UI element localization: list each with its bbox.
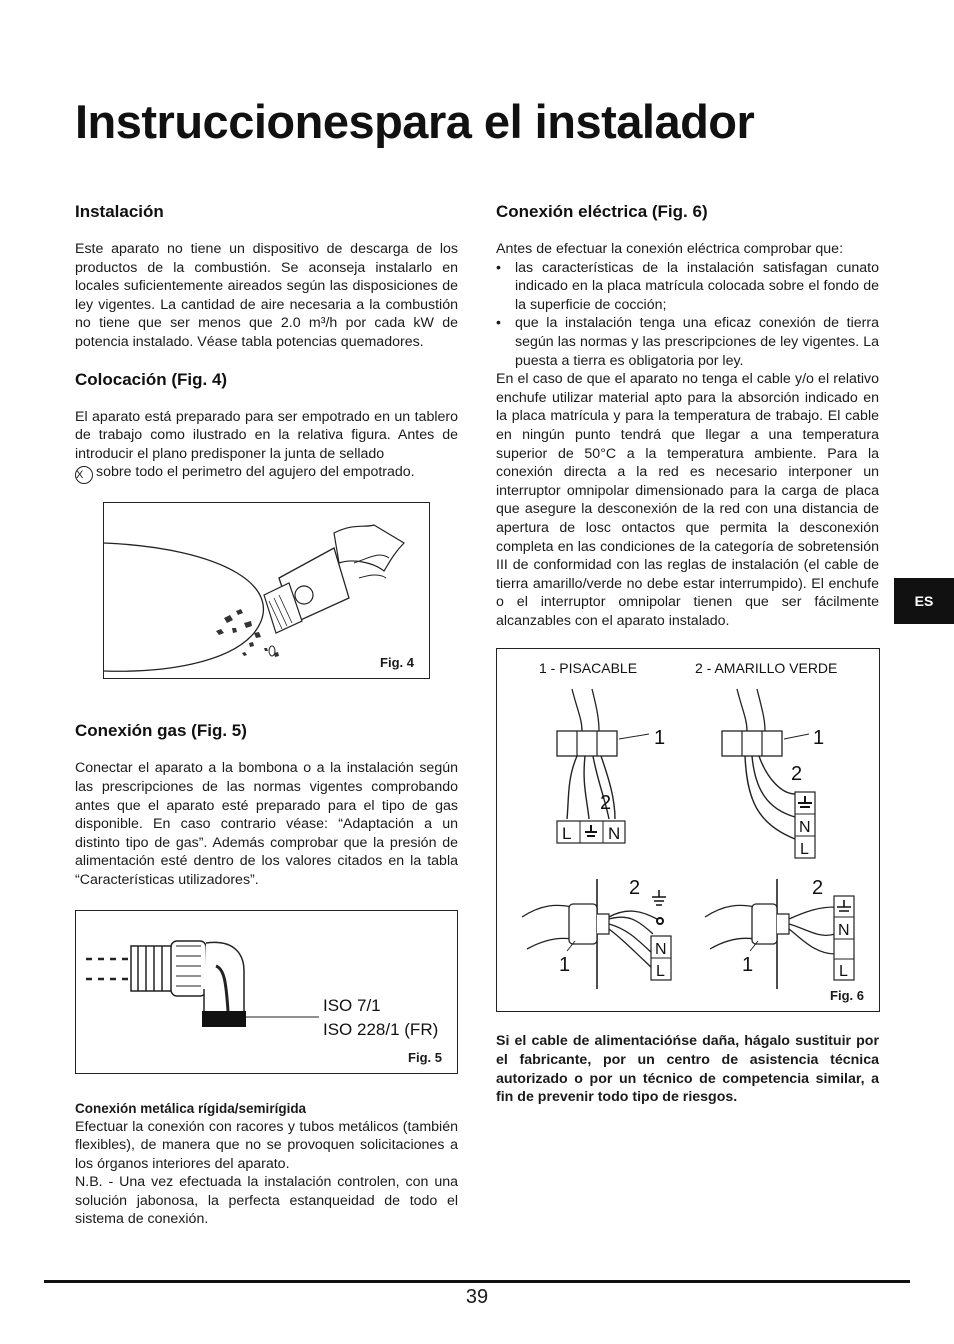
figure-6 bbox=[496, 648, 880, 1012]
fig6-num-1: 1 bbox=[654, 727, 666, 750]
text-colocacion bbox=[75, 408, 458, 485]
footer-rule bbox=[44, 1280, 910, 1283]
heading-conexion-electrica: Conexión eléctrica (Fig. 6) bbox=[496, 202, 708, 221]
bullet-icon: • bbox=[496, 315, 501, 332]
page-number: 39 bbox=[465, 1286, 489, 1308]
terminal-l: L bbox=[800, 841, 809, 859]
fig6-num-2: 2 bbox=[812, 877, 824, 900]
terminal-n: N bbox=[655, 941, 667, 959]
fig6-num-1: 1 bbox=[813, 727, 825, 750]
fig6-legend-amarillo-verde: 2 - AMARILLO VERDE bbox=[695, 660, 838, 677]
terminal-l: L bbox=[656, 963, 665, 981]
warning-text: Si el cable de alimentacióńse daña, hágalo sustituir por el fabricante, por un centro de asistencia técnica autorizado o por un técnico de competencia similar, a fin de prevenir todo tipo de riesgos. bbox=[496, 1033, 879, 1106]
terminal-n: N bbox=[608, 824, 621, 844]
language-tab: ES bbox=[894, 578, 954, 624]
heading-colocacion: Colocación (Fig. 4) bbox=[75, 369, 228, 389]
heading-instalacion: Instalación bbox=[75, 202, 164, 221]
fig5-label: Fig. 5 bbox=[408, 1049, 442, 1065]
list-item-text: que la instalación tenga una eficaz conexión de tierra según las normas y las prescripciones de ley vigentes. La puesta a tierra es obligatoria por ley. bbox=[515, 315, 879, 369]
fig6-num-2: 2 bbox=[791, 763, 803, 786]
terminal-n: N bbox=[799, 819, 811, 837]
text-conexion-gas: Conectar el aparato a la bombona o a la instalación según las prescripciones de las normas vigentes comprobando antes que el aparato esté preparado para el tipo de gas disponible. En caso contrario véase: “Adaptación a un distinto tipo de gas”. Además comprobar que la presión de alimentación esté dentro de los valores citados en la tabla “Características utilizadores”. bbox=[75, 760, 458, 888]
iso-line1: ISO 7/1 bbox=[323, 995, 381, 1015]
list-item-text: las características de la instalación satisfagan cunato indicado en la placa matrícula colocada sobre el fondo de la superficie de cocción; bbox=[515, 259, 879, 313]
fig6-legend-pisacable: 1 - PISACABLE bbox=[539, 660, 638, 677]
heading-conexion-gas: Conexión gas (Fig. 5) bbox=[75, 721, 247, 741]
text-conexion-metalica: Efectuar la conexión con racores y tubos metálicos (también flexibles), de manera que no se provoquen solicitaciones a los órganos interiores del aparato. bbox=[75, 1118, 458, 1172]
text-electrica: En el caso de que el aparato no tenga el cable y/o el relativo enchufe utilizar material apto para la absorción indicado en la placa matrícula y para la temperatura de trabajo. El cable en ningún punto tendrá que llegar a una temperatura superior de 50°C a la temperatura ambiente. Para la conexión directa a la red es necesario interponer un interruptor omnipolar dimensionado para la carga de placa que asegure la desconexión de la red con una distancia de apertura de losc ontactos que permita la desconexión completa en las condiciones de la categoría de sobretensión III de conformidad con las reglas de instalación (el cable de tierra amarillo/verde no debe estar interrumpido). El enchufe o el interruptor omnipolar tienen que ser fácilmente alcanzables con el aparato instalado. bbox=[496, 371, 879, 629]
fig4-illustration bbox=[104, 503, 429, 678]
page-title: Instruccionespara el instalador bbox=[75, 95, 755, 148]
fig6-num-1: 1 bbox=[742, 954, 754, 977]
text-instalacion: Este aparato no tiene un dispositivo de descarga de los productos de la combustión. Se aconseja instalarlo en locales suficientemente aireados según las disposiciones de ley vigentes. La cantidad de aire necesaria a la combustión no tiene que ser menos que 2.0 m³/h por cada kW de potencia instalado. Véase tabla potencias quemadores. bbox=[75, 241, 458, 350]
circle-x-symbol: X bbox=[75, 466, 93, 484]
fig6-illustration bbox=[497, 649, 879, 1011]
iso-line2: ISO 228/1 (FR) bbox=[323, 1019, 439, 1039]
fig4-label: Fig. 4 bbox=[380, 655, 414, 671]
text-colocacion-part2: sobre todo el perimetro del agujero del empotrado. bbox=[96, 464, 415, 481]
fig6-num-1: 1 bbox=[559, 954, 571, 977]
figure-5 bbox=[75, 910, 458, 1074]
text-nb: N.B. - Una vez efectuada la instalación controlen, con una solución jabonosa, la perfecta estanqueidad de todo el sistema de conexión. bbox=[75, 1174, 458, 1228]
list-item bbox=[496, 314, 879, 370]
bullet-icon: • bbox=[496, 259, 501, 276]
figure-4 bbox=[103, 502, 430, 679]
left-column bbox=[75, 200, 458, 1229]
requirements-list bbox=[496, 259, 879, 371]
fig5-illustration bbox=[76, 911, 457, 1073]
right-column bbox=[496, 200, 879, 1107]
fig6-num-2: 2 bbox=[629, 877, 641, 900]
fig6-num-2: 2 bbox=[600, 792, 612, 815]
warning-note bbox=[496, 1032, 879, 1106]
terminal-l: L bbox=[839, 963, 848, 981]
text-electrica-intro: Antes de efectuar la conexión eléctrica comprobar que: bbox=[496, 241, 844, 257]
fig6-label: Fig. 6 bbox=[830, 988, 864, 1004]
terminal-n: N bbox=[838, 922, 850, 940]
terminal-l: L bbox=[562, 824, 572, 844]
text-colocacion-part1: El aparato está preparado para ser empotrado en un tablero de trabajo como ilustrado en la relativa figura. Antes de introducir el plano predisponer la junta de sellado bbox=[75, 408, 458, 462]
list-item bbox=[496, 259, 879, 315]
heading-conexion-metalica: Conexión metálica rígida/semirígida bbox=[75, 1100, 307, 1116]
